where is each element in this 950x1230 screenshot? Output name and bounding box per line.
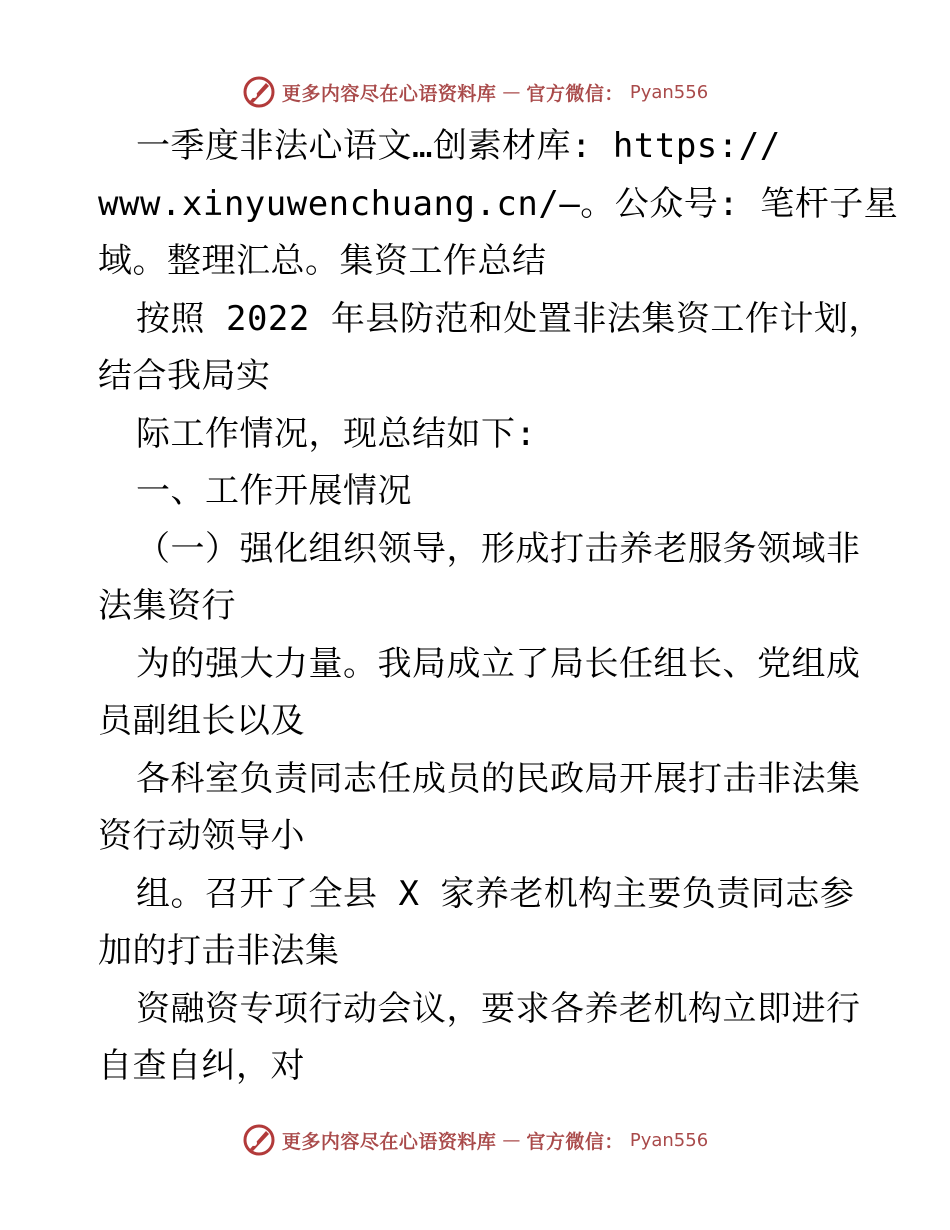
body-line-13: 资行动领导小 [98,816,305,856]
body-line-5: 结合我局实 [98,356,271,396]
body-line-2: www.xinyuwenchuang.cn/—。公众号: 笔杆子星 [98,183,899,224]
banner-wechat-id: Pyan556 [629,1129,709,1151]
banner-wechat-label: 官方微信： [526,82,624,105]
footer-watermark-banner [0,1120,950,1160]
banner-main-text: 更多内容尽在心语资料库 [281,82,497,105]
body-line-8: （一）强化组织领导，形成打击养老服务领域非 [136,528,861,569]
body-line-11: 员副组长以及 [98,701,305,741]
quill-logo-icon [242,75,276,109]
document-body [98,118,899,1096]
body-line-12: 各科室负责同志任成员的民政局开展打击非法集 [136,758,861,799]
banner-wechat-label: 官方微信： [526,1130,624,1153]
quill-logo-icon [242,1123,276,1157]
body-line-10: 为的强大力量。我局成立了局长任组长、党组成 [136,643,861,684]
body-line-14: 组。召开了全县 X 家养老机构主要负责同志参 [136,873,855,914]
banner-dash: — [502,81,521,103]
banner-wechat-id: Pyan556 [629,81,709,103]
body-line-16: 资融资专项行动会议，要求各养老机构立即进行 [136,988,861,1029]
body-line-6: 际工作情况，现总结如下: [136,413,537,454]
header-watermark-banner [0,72,950,112]
body-line-4: 按照 2022 年县防范和处置非法集资工作计划， [136,298,883,339]
body-line-9: 法集资行 [98,586,236,626]
body-line-1: 一季度非法心语文…创素材库: https:// [136,126,781,166]
body-line-15: 加的打击非法集 [98,931,340,971]
section-heading-1: 一、工作开展情况 [136,471,412,511]
body-line-17: 自查自纠，对 [98,1046,305,1086]
body-line-3: 域。整理汇总。集资工作总结 [98,241,547,281]
banner-main-text: 更多内容尽在心语资料库 [281,1130,497,1153]
banner-dash: — [502,1129,521,1151]
